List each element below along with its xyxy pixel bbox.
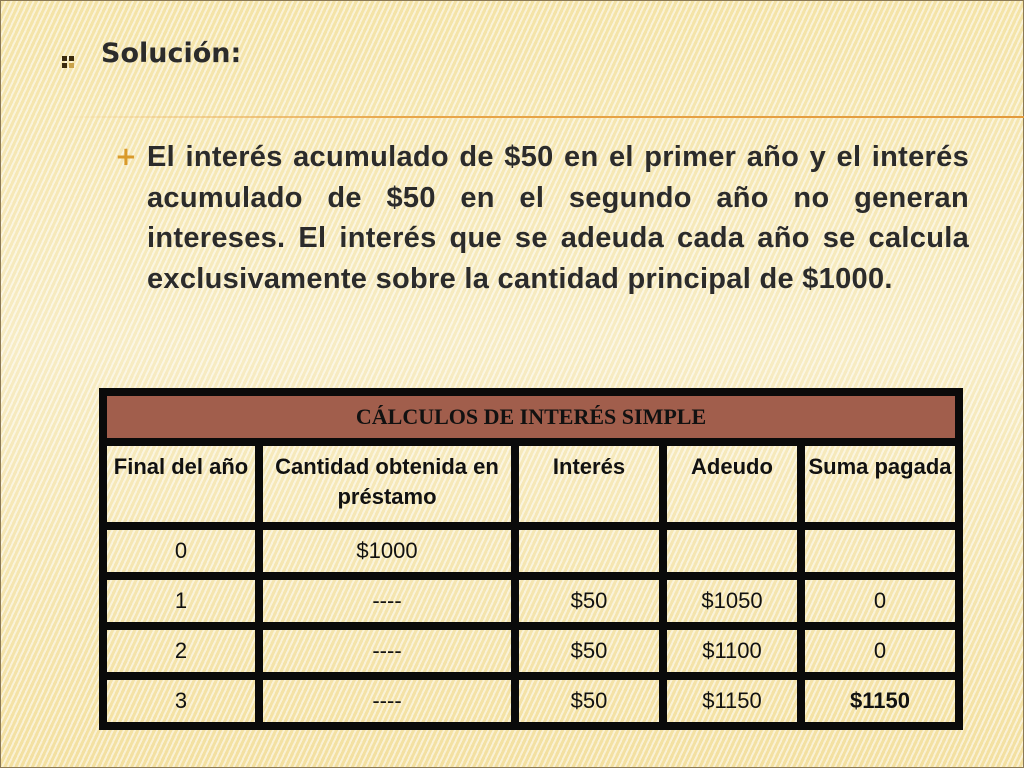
header-adeudo: Adeudo [663,442,801,526]
square-bullet-icon [62,54,74,68]
table-cell: 0 [801,576,959,626]
table-cell: 0 [103,526,259,576]
simple-interest-table [99,388,963,730]
table-cell: 0 [801,626,959,676]
table-cell: 1 [103,576,259,626]
table-cell [663,526,801,576]
table-cell: $1150 [663,676,801,726]
table-row [103,576,959,626]
header-cantidad-obtenida: Cantidad obtenida en préstamo [259,442,515,526]
header-interes: Interés [515,442,663,526]
table-cell: $1050 [663,576,801,626]
table-row [103,526,959,576]
title-divider [60,116,1024,118]
table-cell: $50 [515,576,663,626]
table-cell: $50 [515,626,663,676]
table-cell [515,526,663,576]
table-cell: $1100 [663,626,801,676]
table-cell: ---- [259,576,515,626]
table-cell: ---- [259,676,515,726]
table-row [103,626,959,676]
header-final-del-ano: Final del año [103,442,259,526]
slide-title: Solución: [101,38,242,69]
plus-bullet-icon: + [115,142,137,172]
table-header-row [103,442,959,526]
table-cell [801,526,959,576]
table-cell: 2 [103,626,259,676]
table-cell: $50 [515,676,663,726]
table-cell-total: $1150 [801,676,959,726]
table-caption: CÁLCULOS DE INTERÉS SIMPLE [103,392,959,442]
table-cell: 3 [103,676,259,726]
bullet-paragraph: El interés acumulado de $50 en el primer año y el interés acumulado de $50 en el segundo año no generan intereses. El interés que se adeuda cada año se calcula exclusivamente sobre la cantidad principal de $1000. [147,141,969,295]
table-cell: ---- [259,626,515,676]
table-cell: $1000 [259,526,515,576]
table-row [103,676,959,726]
header-suma-pagada: Suma pagada [801,442,959,526]
